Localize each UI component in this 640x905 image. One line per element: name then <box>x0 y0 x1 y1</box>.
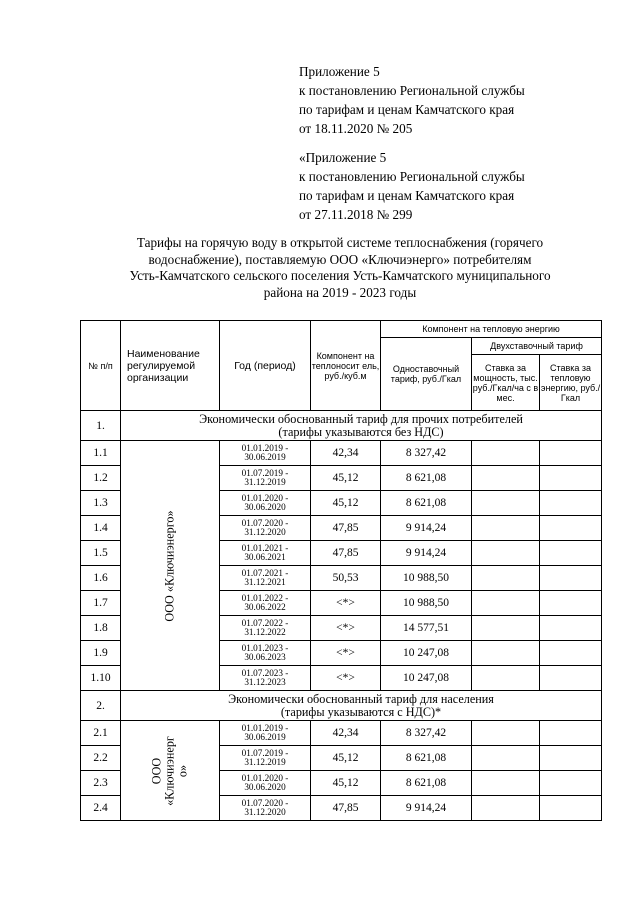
appendix-line: по тарифам и ценам Камчатского края <box>299 188 515 203</box>
period-start: 01.07.2019 - <box>241 747 289 758</box>
row-energy-rate <box>540 666 602 691</box>
row-capacity-rate <box>472 721 540 746</box>
row-period <box>220 746 311 771</box>
section-no: 2. <box>81 691 121 721</box>
row-capacity-rate <box>472 641 540 666</box>
period-start: 01.07.2020 - <box>241 797 289 808</box>
row-capacity-rate <box>472 746 540 771</box>
org-name-line: «Ключиэнерг <box>162 735 177 806</box>
row-capacity-rate <box>472 796 540 821</box>
row-energy-rate <box>540 771 602 796</box>
row-period <box>220 466 311 491</box>
period-end: 31.12.2020 <box>244 527 286 537</box>
org-name-cell <box>121 721 220 821</box>
title-line: Усть-Камчатского сельского поселения Усть-Камчатского муниципального <box>129 268 551 283</box>
org-name <box>151 736 190 806</box>
row-energy-rate <box>540 516 602 541</box>
appendix-line: «Приложение 5 <box>299 150 387 165</box>
period-start: 01.01.2021 - <box>241 542 289 553</box>
row-one-rate: 8 621,08 <box>381 491 472 516</box>
row-period <box>220 641 311 666</box>
row-no: 2.2 <box>81 746 121 771</box>
row-capacity-rate <box>472 541 540 566</box>
row-capacity-rate <box>472 491 540 516</box>
row-capacity-rate <box>472 666 540 691</box>
section-title-line: (тарифы указываются с НДС)* <box>280 704 442 719</box>
period-start: 01.01.2022 - <box>241 592 289 603</box>
row-period <box>220 516 311 541</box>
table-row <box>81 721 602 746</box>
period-start: 01.07.2019 - <box>241 467 289 478</box>
header-water-component: Компонент на теплоносит ель, руб./куб.м <box>311 321 381 411</box>
title-line: Тарифы на горячую воду в открытой системе теплоснабжения (горячего <box>136 235 544 250</box>
row-period <box>220 616 311 641</box>
row-period <box>220 491 311 516</box>
header-org: Наименование регулируемой организации <box>121 321 220 411</box>
period-end: 31.12.2020 <box>244 807 286 817</box>
section-no: 1. <box>81 411 121 441</box>
row-one-rate: 10 247,08 <box>381 666 472 691</box>
tariff-table <box>80 320 602 821</box>
appendix-line: к постановлению Региональной службы <box>299 169 525 184</box>
row-one-rate: 10 988,50 <box>381 591 472 616</box>
row-no: 2.4 <box>81 796 121 821</box>
row-no: 1.5 <box>81 541 121 566</box>
row-period <box>220 666 311 691</box>
row-period <box>220 796 311 821</box>
row-one-rate: 8 327,42 <box>381 721 472 746</box>
table-body <box>81 321 602 821</box>
row-no: 1.7 <box>81 591 121 616</box>
row-energy-rate <box>540 796 602 821</box>
row-energy-rate <box>540 591 602 616</box>
row-no: 2.1 <box>81 721 121 746</box>
section-title-line: Экономически обоснованный тариф для прочих потребителей <box>199 411 523 426</box>
appendix-line: по тарифам и ценам Камчатского края <box>299 102 515 117</box>
row-period <box>220 566 311 591</box>
row-no: 1.6 <box>81 566 121 591</box>
header-no: № п/п <box>81 321 121 411</box>
period-start: 01.07.2020 - <box>241 517 289 528</box>
row-energy-rate <box>540 566 602 591</box>
period-end: 30.06.2020 <box>244 782 286 792</box>
header-row <box>81 321 602 338</box>
period-start: 01.07.2023 - <box>241 667 289 678</box>
period-end: 31.12.2019 <box>244 477 286 487</box>
row-energy-rate <box>540 441 602 466</box>
row-energy-rate <box>540 491 602 516</box>
row-no: 1.9 <box>81 641 121 666</box>
period-start: 01.01.2019 - <box>241 442 289 453</box>
appendix-line: от 18.11.2020 № 205 <box>299 121 413 136</box>
appendix-original <box>299 148 525 224</box>
row-period <box>220 441 311 466</box>
period-end: 31.12.2019 <box>244 757 286 767</box>
section-row <box>81 691 602 721</box>
period-end: 30.06.2022 <box>244 602 286 612</box>
org-name-cell <box>121 441 220 691</box>
row-water-component: <*> <box>311 616 381 641</box>
row-energy-rate <box>540 616 602 641</box>
period-start: 01.01.2020 - <box>241 492 289 503</box>
header-year: Год (период) <box>220 321 311 411</box>
org-name-line: о» <box>175 764 190 777</box>
row-capacity-rate <box>472 516 540 541</box>
period-start: 01.01.2023 - <box>241 642 289 653</box>
row-energy-rate <box>540 466 602 491</box>
row-water-component: 45,12 <box>311 491 381 516</box>
period-end: 30.06.2019 <box>244 732 286 742</box>
header-one-rate: Одноставочный тариф, руб./Гкал <box>381 338 472 411</box>
period-end: 31.12.2021 <box>244 577 286 587</box>
title-line: района на 2019 - 2023 годы <box>263 284 417 300</box>
row-period <box>220 771 311 796</box>
section-title <box>121 411 602 441</box>
row-water-component: 45,12 <box>311 466 381 491</box>
row-no: 1.4 <box>81 516 121 541</box>
period-start: 01.01.2019 - <box>241 722 289 733</box>
row-capacity-rate <box>472 566 540 591</box>
appendix-line: от 27.11.2018 № 299 <box>299 207 413 222</box>
row-energy-rate <box>540 641 602 666</box>
section-title-line: Экономически обоснованный тариф для населения <box>228 691 494 706</box>
row-water-component: <*> <box>311 641 381 666</box>
row-one-rate: 8 621,08 <box>381 746 472 771</box>
row-water-component: 45,12 <box>311 771 381 796</box>
section-title <box>121 691 602 721</box>
row-water-component: 42,34 <box>311 441 381 466</box>
row-one-rate: 9 914,24 <box>381 516 472 541</box>
period-end: 30.06.2020 <box>244 502 286 512</box>
row-no: 1.1 <box>81 441 121 466</box>
row-period <box>220 721 311 746</box>
row-capacity-rate <box>472 466 540 491</box>
row-capacity-rate <box>472 441 540 466</box>
row-period <box>220 591 311 616</box>
row-one-rate: 9 914,24 <box>381 541 472 566</box>
header-energy-rate: Ставка за тепловую энергию, руб./Гкал <box>540 355 602 411</box>
header-capacity-rate: Ставка за мощность, тыс. руб./Гкал/ча с в мес. <box>472 355 540 411</box>
header-heat-component: Компонент на тепловую энергию <box>381 321 602 338</box>
row-one-rate: 8 621,08 <box>381 771 472 796</box>
header-two-rate: Двухставочный тариф <box>472 338 602 355</box>
row-one-rate: 14 577,51 <box>381 616 472 641</box>
appendix-line: Приложение 5 <box>299 64 380 79</box>
row-energy-rate <box>540 746 602 771</box>
row-water-component: 42,34 <box>311 721 381 746</box>
row-capacity-rate <box>472 591 540 616</box>
org-name: ООО «Ключиэнерго» <box>162 509 177 622</box>
row-one-rate: 10 247,08 <box>381 641 472 666</box>
section-row <box>81 411 602 441</box>
row-water-component: 47,85 <box>311 796 381 821</box>
row-one-rate: 10 988,50 <box>381 566 472 591</box>
period-start: 01.07.2021 - <box>241 567 289 578</box>
row-capacity-rate <box>472 616 540 641</box>
row-capacity-rate <box>472 771 540 796</box>
row-no: 1.2 <box>81 466 121 491</box>
period-end: 31.12.2023 <box>244 677 286 687</box>
row-one-rate: 9 914,24 <box>381 796 472 821</box>
period-start: 01.07.2022 - <box>241 617 289 628</box>
row-one-rate: 8 621,08 <box>381 466 472 491</box>
row-one-rate: 8 327,42 <box>381 441 472 466</box>
row-water-component: <*> <box>311 591 381 616</box>
document-title <box>60 235 620 301</box>
row-no: 1.10 <box>81 666 121 691</box>
row-no: 2.3 <box>81 771 121 796</box>
row-water-component: 45,12 <box>311 746 381 771</box>
period-end: 31.12.2022 <box>244 627 286 637</box>
org-name-line: ООО <box>149 757 164 784</box>
period-end: 30.06.2019 <box>244 452 286 462</box>
row-water-component: <*> <box>311 666 381 691</box>
row-energy-rate <box>540 541 602 566</box>
period-start: 01.01.2020 - <box>241 772 289 783</box>
table-row <box>81 441 602 466</box>
row-no: 1.8 <box>81 616 121 641</box>
title-line: водоснабжение), поставляемую ООО «Ключиэнерго» потребителям <box>148 251 532 267</box>
section-title-line: (тарифы указываются без НДС) <box>278 424 444 439</box>
row-water-component: 50,53 <box>311 566 381 591</box>
row-water-component: 47,85 <box>311 541 381 566</box>
row-water-component: 47,85 <box>311 516 381 541</box>
row-period <box>220 541 311 566</box>
row-energy-rate <box>540 721 602 746</box>
appendix-current <box>299 62 525 138</box>
period-end: 30.06.2023 <box>244 652 286 662</box>
row-no: 1.3 <box>81 491 121 516</box>
appendix-line: к постановлению Региональной службы <box>299 83 525 98</box>
period-end: 30.06.2021 <box>244 552 286 562</box>
